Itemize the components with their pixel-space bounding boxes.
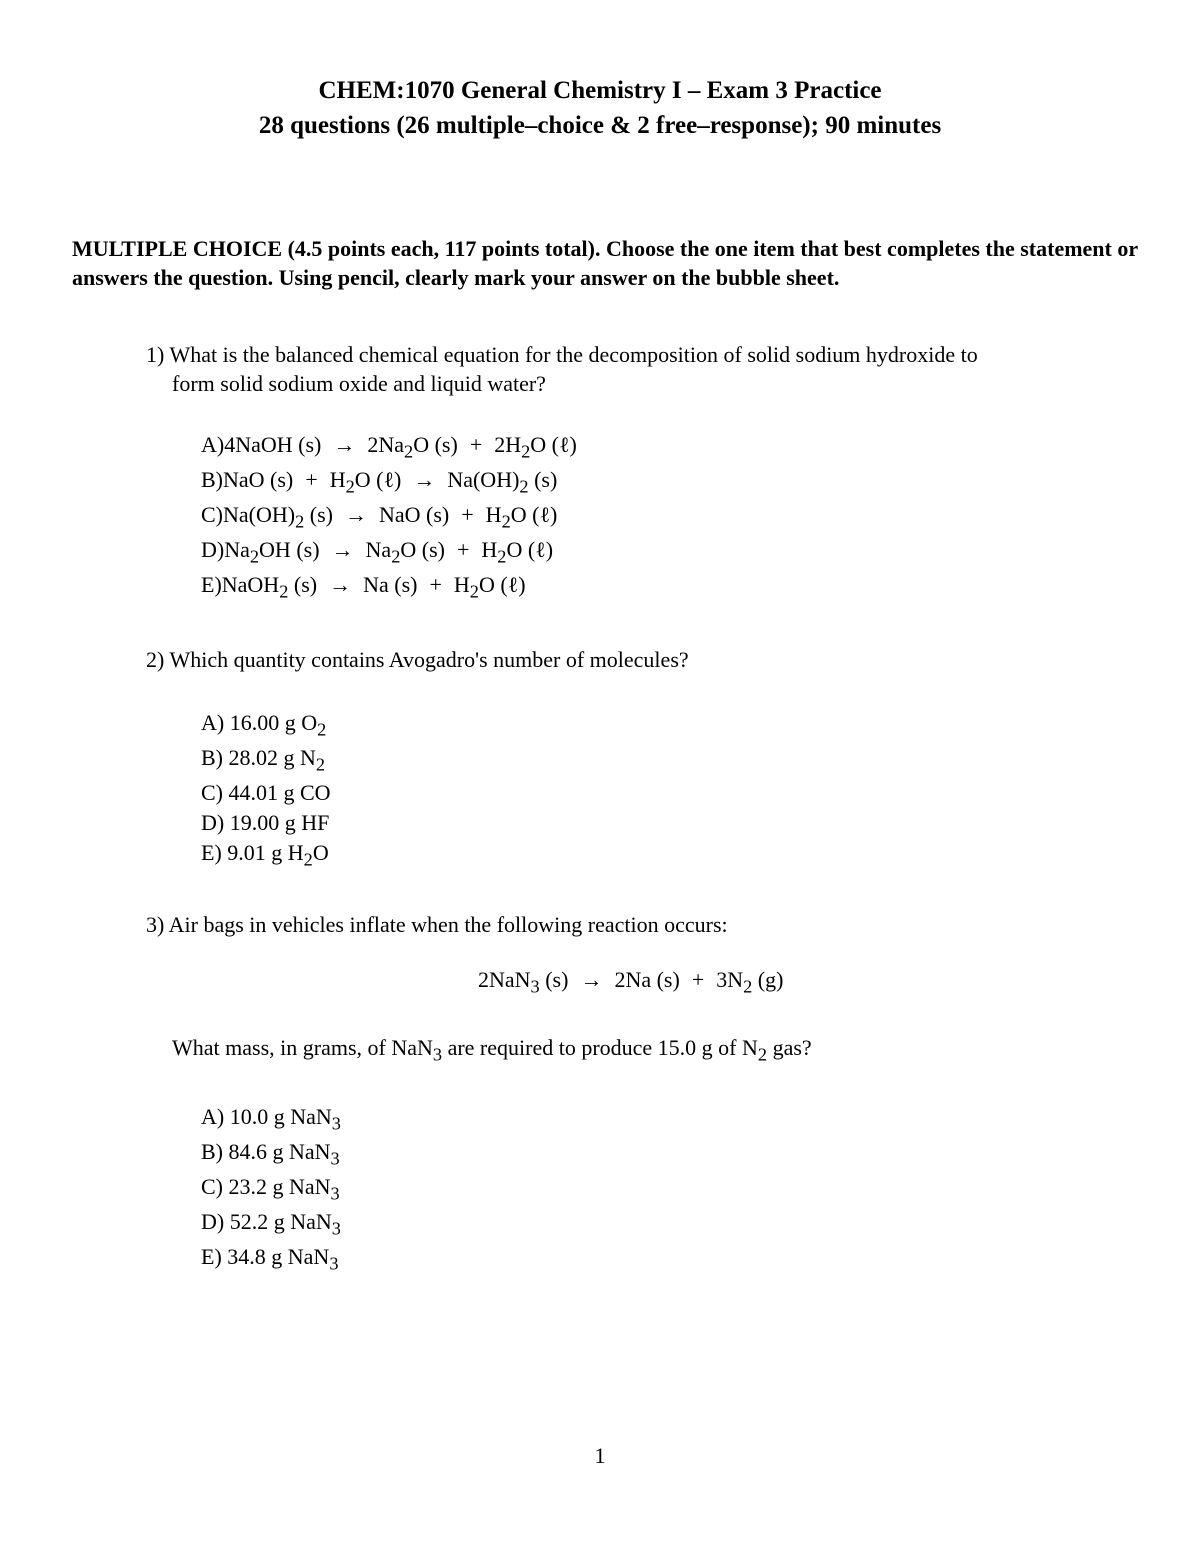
- page-number: 1: [594, 1443, 606, 1468]
- question-text: Air bags in vehicles inflate when the following reaction occurs:: [168, 912, 728, 937]
- question-number: 3): [146, 912, 165, 937]
- q2-option-b: B) 28.02 g $N_2$: [201, 745, 326, 775]
- question-number: 1): [146, 342, 165, 367]
- question-3: [146, 910, 728, 939]
- exam-subtitle: 28 questions (26 multiple–choice & 2 free–response); 90 minutes: [258, 112, 942, 139]
- q1-option-d: $D)Na_2OH$ $(s) \to Na_2O$ $(s) + H_2O$ (ℓ): [201, 537, 554, 567]
- q3-option-a: A) 10.0 g NaN$_3$: [201, 1104, 341, 1134]
- exam-title: CHEM:1070 General Chemistry I – Exam 3 Practice: [318, 77, 882, 104]
- q2-option-c: C) 44.01 g CO: [201, 780, 331, 805]
- q2-option-d: D) 19.00 g HF: [201, 810, 330, 835]
- q1-option-b: B)NaO $(s) + H_2O$ (ℓ) → $Na(OH)_2$ (s): [201, 467, 558, 497]
- question-text: Which quantity contains Avogadro's number of molecules?: [169, 647, 689, 672]
- instructions: MULTIPLE CHOICE (4.5 points each, 117 points total). Choose the one item that best completes the statement or answers the question. Using pencil, clearly mark your answer on the bubble sheet.: [72, 236, 1138, 290]
- q2-option-a: A) 16.00 g $O_2$: [201, 710, 327, 740]
- q3-reaction-equation: 2NaN$_3$ (s) → 2Na $(s) + 3N_2$ (g): [478, 967, 784, 997]
- q1-option-a: A)4NaOH $(s) \to 2Na_2O$ $(s) + 2H_2O$ (ℓ): [201, 432, 577, 462]
- question-number: 2): [146, 647, 165, 672]
- q3-option-d: D) 52.2 g NaN$_3$: [201, 1209, 341, 1239]
- q1-option-e: E)NaOH$_2$ (s) → Na $(s) + H_2O$ (ℓ): [201, 572, 526, 602]
- q3-prompt: What mass, in grams, of NaN$_3$ are required to produce 15.0 g of $N_2$ gas?: [172, 1035, 812, 1065]
- question-text: What is the balanced chemical equation for the decomposition of solid sodium hydroxide to: [169, 342, 978, 367]
- q3-option-b: B) 84.6 g NaN$_3$: [201, 1139, 340, 1169]
- question-1-text-cont: form solid sodium oxide and liquid water?: [172, 371, 546, 396]
- question-2: [146, 645, 689, 674]
- q3-option-e: E) 34.8 g NaN$_3$: [201, 1244, 339, 1274]
- q1-option-c: $C)Na(OH)_2$ (s) → NaO $(s) + H_2O$ (ℓ): [201, 502, 558, 532]
- question-1: [146, 340, 978, 369]
- q2-option-e: E) 9.01 g $H_2O$: [201, 840, 329, 870]
- q3-option-c: C) 23.2 g NaN$_3$: [201, 1174, 340, 1204]
